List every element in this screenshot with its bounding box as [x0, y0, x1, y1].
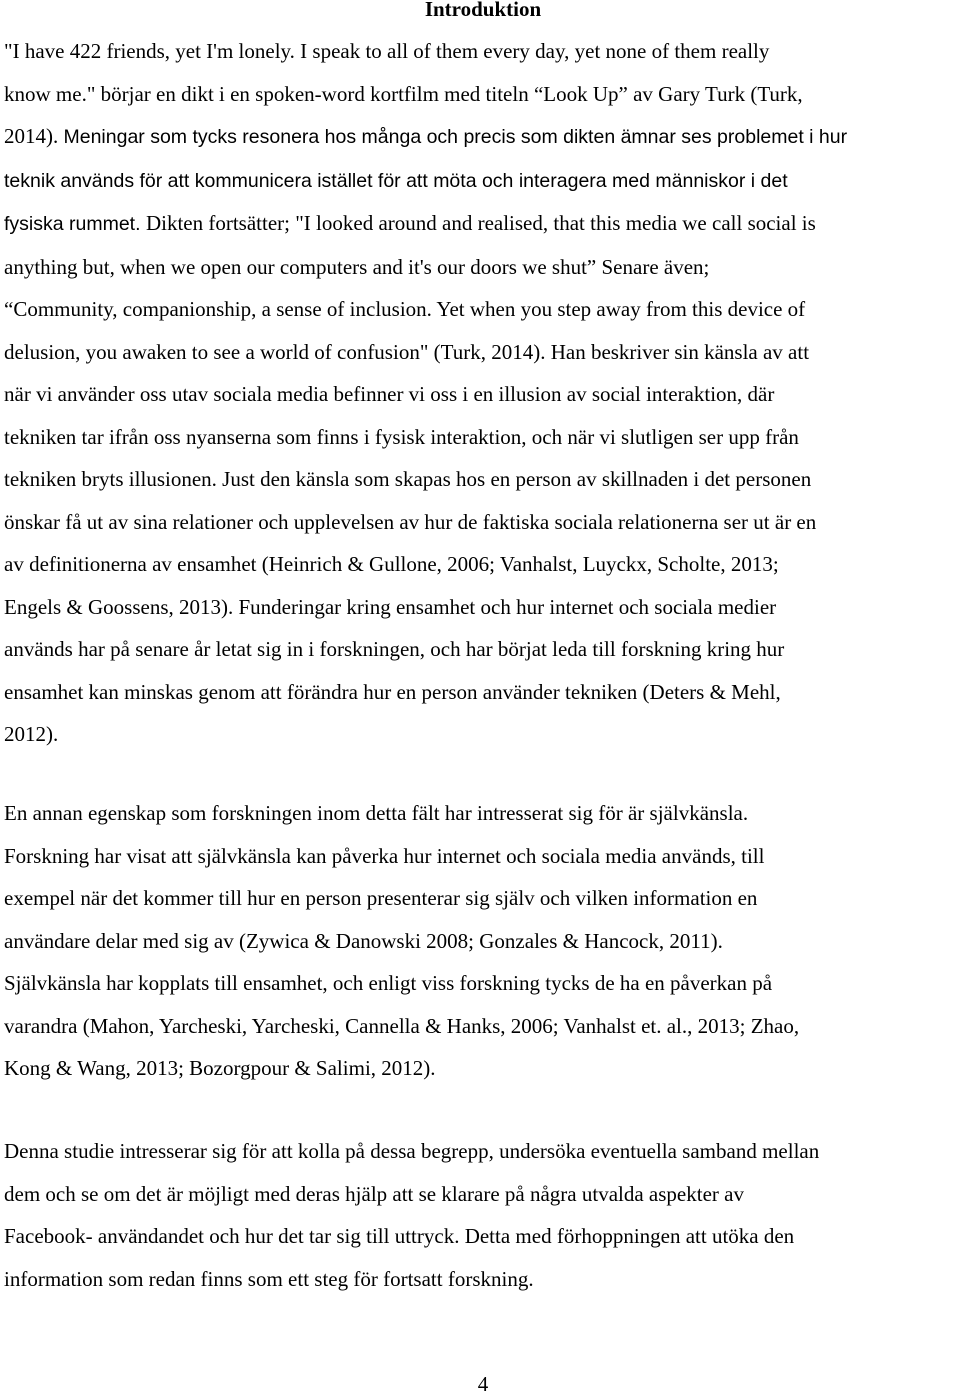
text-line	[4, 1215, 960, 1258]
text-line	[4, 458, 960, 501]
text-segment: önskar få ut av sina relationer och upplevelsen av hur de faktiska sociala relationerna ser ut är en	[4, 509, 817, 534]
text-line	[4, 1047, 960, 1090]
text-line	[4, 543, 960, 586]
text-line	[4, 1258, 960, 1301]
text-segment: används har på senare år letat sig in i forskningen, och har börjat leda till forskning kring hur	[4, 637, 785, 661]
text-segment: tekniken bryts illusionen. Just den känsla som skapas hos en person av skillnaden i det personen	[4, 467, 812, 491]
paragraph-2	[4, 792, 960, 1090]
text-segment: anything but, when we open our computers and it's our doors we shut” Senare även;	[4, 254, 710, 279]
text-segment: information som redan finns som ett steg för fortsatt forskning.	[4, 1266, 534, 1291]
text-segment: dem och se om det är möjligt med deras hjälp att se klarare på några utvalda aspekter av	[4, 1181, 744, 1206]
text-segment: Facebook- användandet och hur det tar sig till uttryck. Detta med förhoppningen att utöka den	[4, 1224, 795, 1248]
text-line	[4, 202, 960, 246]
text-line	[4, 159, 960, 203]
text-segment: fysiska rummet.	[4, 213, 146, 235]
text-line	[4, 586, 960, 629]
text-line	[4, 835, 960, 878]
text-segment: av definitionerna av ensamhet (Heinrich & Gullone, 2006; Vanhalst, Luyckx, Scholte, 2013;	[4, 552, 779, 576]
text-segment: "I have 422 friends, yet I'm lonely. I speak to all of them every day, yet none of them really	[4, 39, 770, 63]
text-segment: Denna studie intresserar sig för att kolla på dessa begrepp, undersöka eventuella samband mellan	[4, 1139, 820, 1163]
text-line	[4, 30, 960, 73]
text-segment: 2014).	[4, 124, 64, 148]
text-segment: Självkänsla har kopplats till ensamhet, och enligt viss forskning tycks de ha en påverkan på	[4, 971, 773, 995]
text-line	[4, 288, 960, 331]
text-line	[4, 877, 960, 920]
text-line	[4, 73, 960, 116]
text-line	[4, 671, 960, 714]
text-line	[4, 246, 960, 289]
text-line	[4, 115, 960, 159]
text-segment: Dikten fortsätter; "I looked around and realised, that this media we call social is	[145, 211, 816, 235]
text-segment: varandra (Mahon, Yarcheski, Yarcheski, Cannella & Hanks, 2006; Vanhalst et. al., 2013; Zhao,	[4, 1013, 800, 1038]
text-segment: Forskning har visat att självkänsla kan påverka hur internet och sociala media används, till	[4, 843, 765, 868]
text-line	[4, 962, 960, 1005]
text-segment: användare delar med sig av (Zywica & Danowski 2008; Gonzales & Hancock, 2011).	[4, 928, 723, 953]
text-segment: Engels & Goossens, 2013). Funderingar kring ensamhet och hur internet och sociala medier	[4, 594, 777, 619]
text-segment: när vi använder oss utav sociala media befinner vi oss i en illusion av social interaktion, där	[4, 382, 775, 406]
paragraph-1	[4, 30, 960, 756]
text-line	[4, 628, 960, 671]
text-segment: teknik används för att kommunicera istället för att möta och interagera med människor i det	[4, 169, 788, 192]
text-segment: 2012).	[4, 722, 59, 746]
text-segment: tekniken tar ifrån oss nyanserna som finns i fysisk interaktion, och när vi slutligen ser upp från	[4, 424, 799, 449]
text-segment: Meningar som tycks resonera hos många och precis som dikten ämnar ses problemet i hur	[63, 126, 848, 148]
text-segment: Kong & Wang, 2013; Bozorgpour & Salimi, 2012).	[4, 1056, 436, 1080]
text-line	[4, 1130, 960, 1173]
paragraph-3	[4, 1130, 960, 1300]
text-line	[4, 1173, 960, 1216]
section-heading: Introduktion	[424, 0, 542, 21]
text-segment: “Community, companionship, a sense of inclusion. Yet when you step away from this device of	[4, 297, 806, 321]
text-line	[4, 713, 960, 756]
text-line	[4, 501, 960, 544]
text-line	[4, 416, 960, 459]
text-segment: know me." börjar en dikt i en spoken-word kortfilm med titeln “Look Up” av Gary Turk (Turk,	[4, 81, 803, 106]
text-line	[4, 1005, 960, 1048]
text-line	[4, 373, 960, 416]
page-number: 4	[477, 1372, 489, 1396]
text-line	[4, 792, 960, 835]
text-segment: delusion, you awaken to see a world of confusion" (Turk, 2014). Han beskriver sin känsla av att	[4, 339, 810, 364]
text-line	[4, 920, 960, 963]
text-segment: ensamhet kan minskas genom att förändra hur en person använder tekniken (Deters & Mehl,	[4, 679, 781, 704]
text-line	[4, 331, 960, 374]
text-segment: exempel när det kommer till hur en person presenterar sig själv och vilken information en	[4, 886, 758, 910]
text-segment: En annan egenskap som forskningen inom detta fält har intresserat sig för är självkänsla.	[4, 801, 749, 825]
